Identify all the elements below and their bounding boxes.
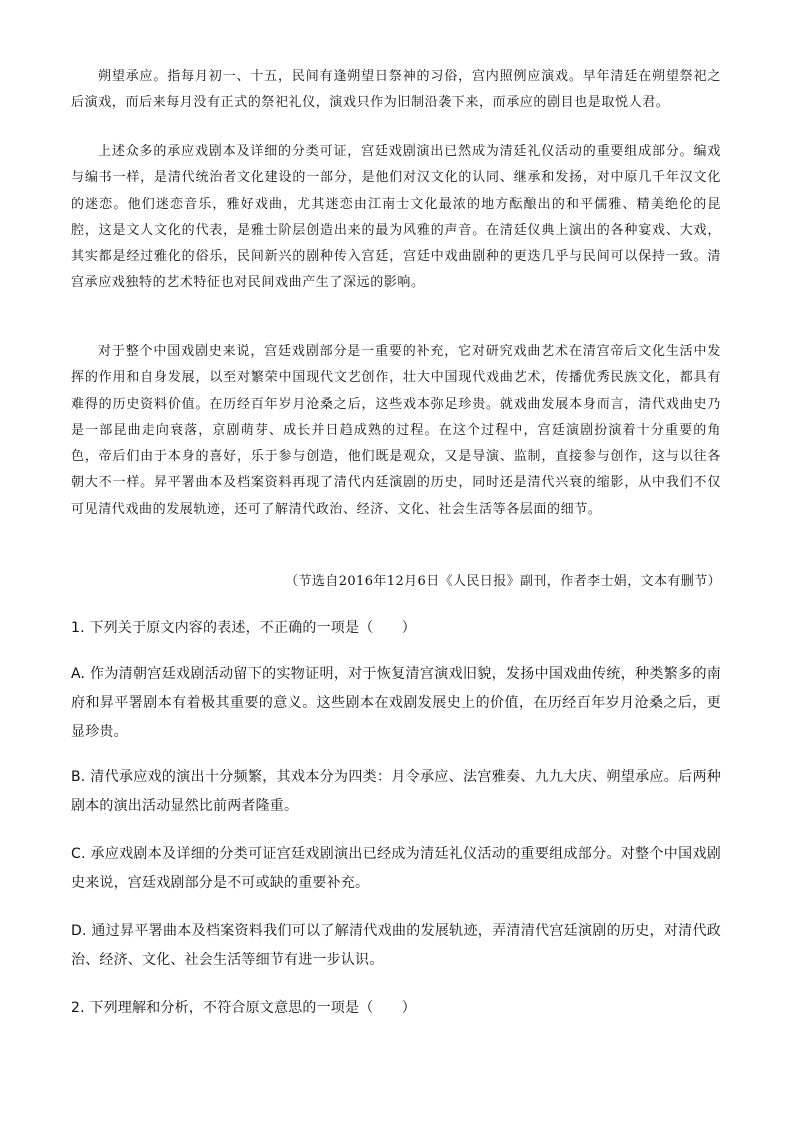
question-1-option-b: B. 清代承应戏的演出十分频繁，其戏本分为四类：月令承应、法宫雅奏、九九大庆、朔望承应。后两种剧本的演出活动显然比前两者隆重。 — [71, 769, 721, 814]
article-paragraph-2: 上述众多的承应戏剧本及详细的分类可证，宫廷戏剧演出已然成为清廷礼仪活动的重要组成部分。编戏与编书一样，是清代统治者文化建设的一部分，是他们对汉文化的认同、继承和发扬，对中原几千年汉文化的迷恋。他们迷恋音乐，雅好戏曲，尤其迷恋由江南士文化最浓的地方酝酿出的和平儒雅、精美绝伦的昆腔，这是文人文化的代表，是雅士阶层创造出来的最为风雅的声音。在清廷仪典上演出的各种宴戏、大戏，其实都是经过雅化的俗乐，民间新兴的剧种传入宫廷，宫廷中戏曲剧种的更迭几乎与民间可以保持一致。清宫承应戏独特的艺术特征也对民间戏曲产生了深远的影响。 — [71, 144, 721, 291]
question-1-stem: 1. 下列关于原文内容的表述，不正确的一项是（ ） — [71, 620, 417, 636]
question-1-option-a: A. 作为清朝宫廷戏剧活动留下的实物证明，对于恢复清宫演戏旧貌，发扬中国戏曲传统，种类繁多的南府和昇平署剧本有着极其重要的意义。这些剧本在戏剧发展史上的价值，在历经百年岁月沧桑之后，更显珍贵。 — [71, 666, 721, 740]
source-note: （节选自2016年12月6日《人民日报》副刊，作者李士娟，文本有删节） — [285, 574, 721, 589]
question-2-stem: 2. 下列理解和分析，不符合原文意思的一项是（ ） — [71, 1000, 417, 1016]
article-paragraph-1: 朔望承应。指每月初一、十五，民间有逢朔望日祭神的习俗，宫内照例应演戏。早年清廷在朔望祭祀之后演戏，而后来每月没有正式的祭祀礼仪，演戏只作为旧制沿袭下来，而承应的剧目也是取悦人君。 — [71, 69, 721, 111]
article-paragraph-3: 对于整个中国戏剧史来说，宫廷戏剧部分是一重要的补充，它对研究戏曲艺术在清宫帝后文化生活中发挥的作用和自身发展，以至对繁荣中国现代文艺创作，壮大中国现代戏曲艺术，传播优秀民族文化，都具有难得的历史资料价值。在历经百年岁月沧桑之后，这些戏本弥足珍贵。就戏曲发展本身而言，清代戏曲史乃是一部昆曲走向衰落，京剧萌芽、成长并日趋成熟的过程。在这个过程中，宫廷演剧扮演着十分重要的角色，帝后们由于本身的喜好，乐于参与创造，他们既是观众，又是导演、监制，直接参与创作，这与以往各朝大不一样。昇平署曲本及档案资料再现了清代内廷演剧的历史，同时还是清代兴衰的缩影，从中我们不仅可见清代戏曲的发展轨迹，还可了解清代政治、经济、文化、社会生活等各层面的细节。 — [71, 344, 721, 517]
question-1-option-d: D. 通过昇平署曲本及档案资料我们可以了解清代戏曲的发展轨迹，弄清清代宫廷演剧的历史，对清代政治、经济、文化、社会生活等细节有进一步认识。 — [71, 923, 721, 968]
question-1-option-c: C. 承应戏剧本及详细的分类可证宫廷戏剧演出已经成为清廷礼仪活动的重要组成部分。对整个中国戏剧史来说，宫廷戏剧部分是不可或缺的重要补充。 — [71, 846, 721, 891]
